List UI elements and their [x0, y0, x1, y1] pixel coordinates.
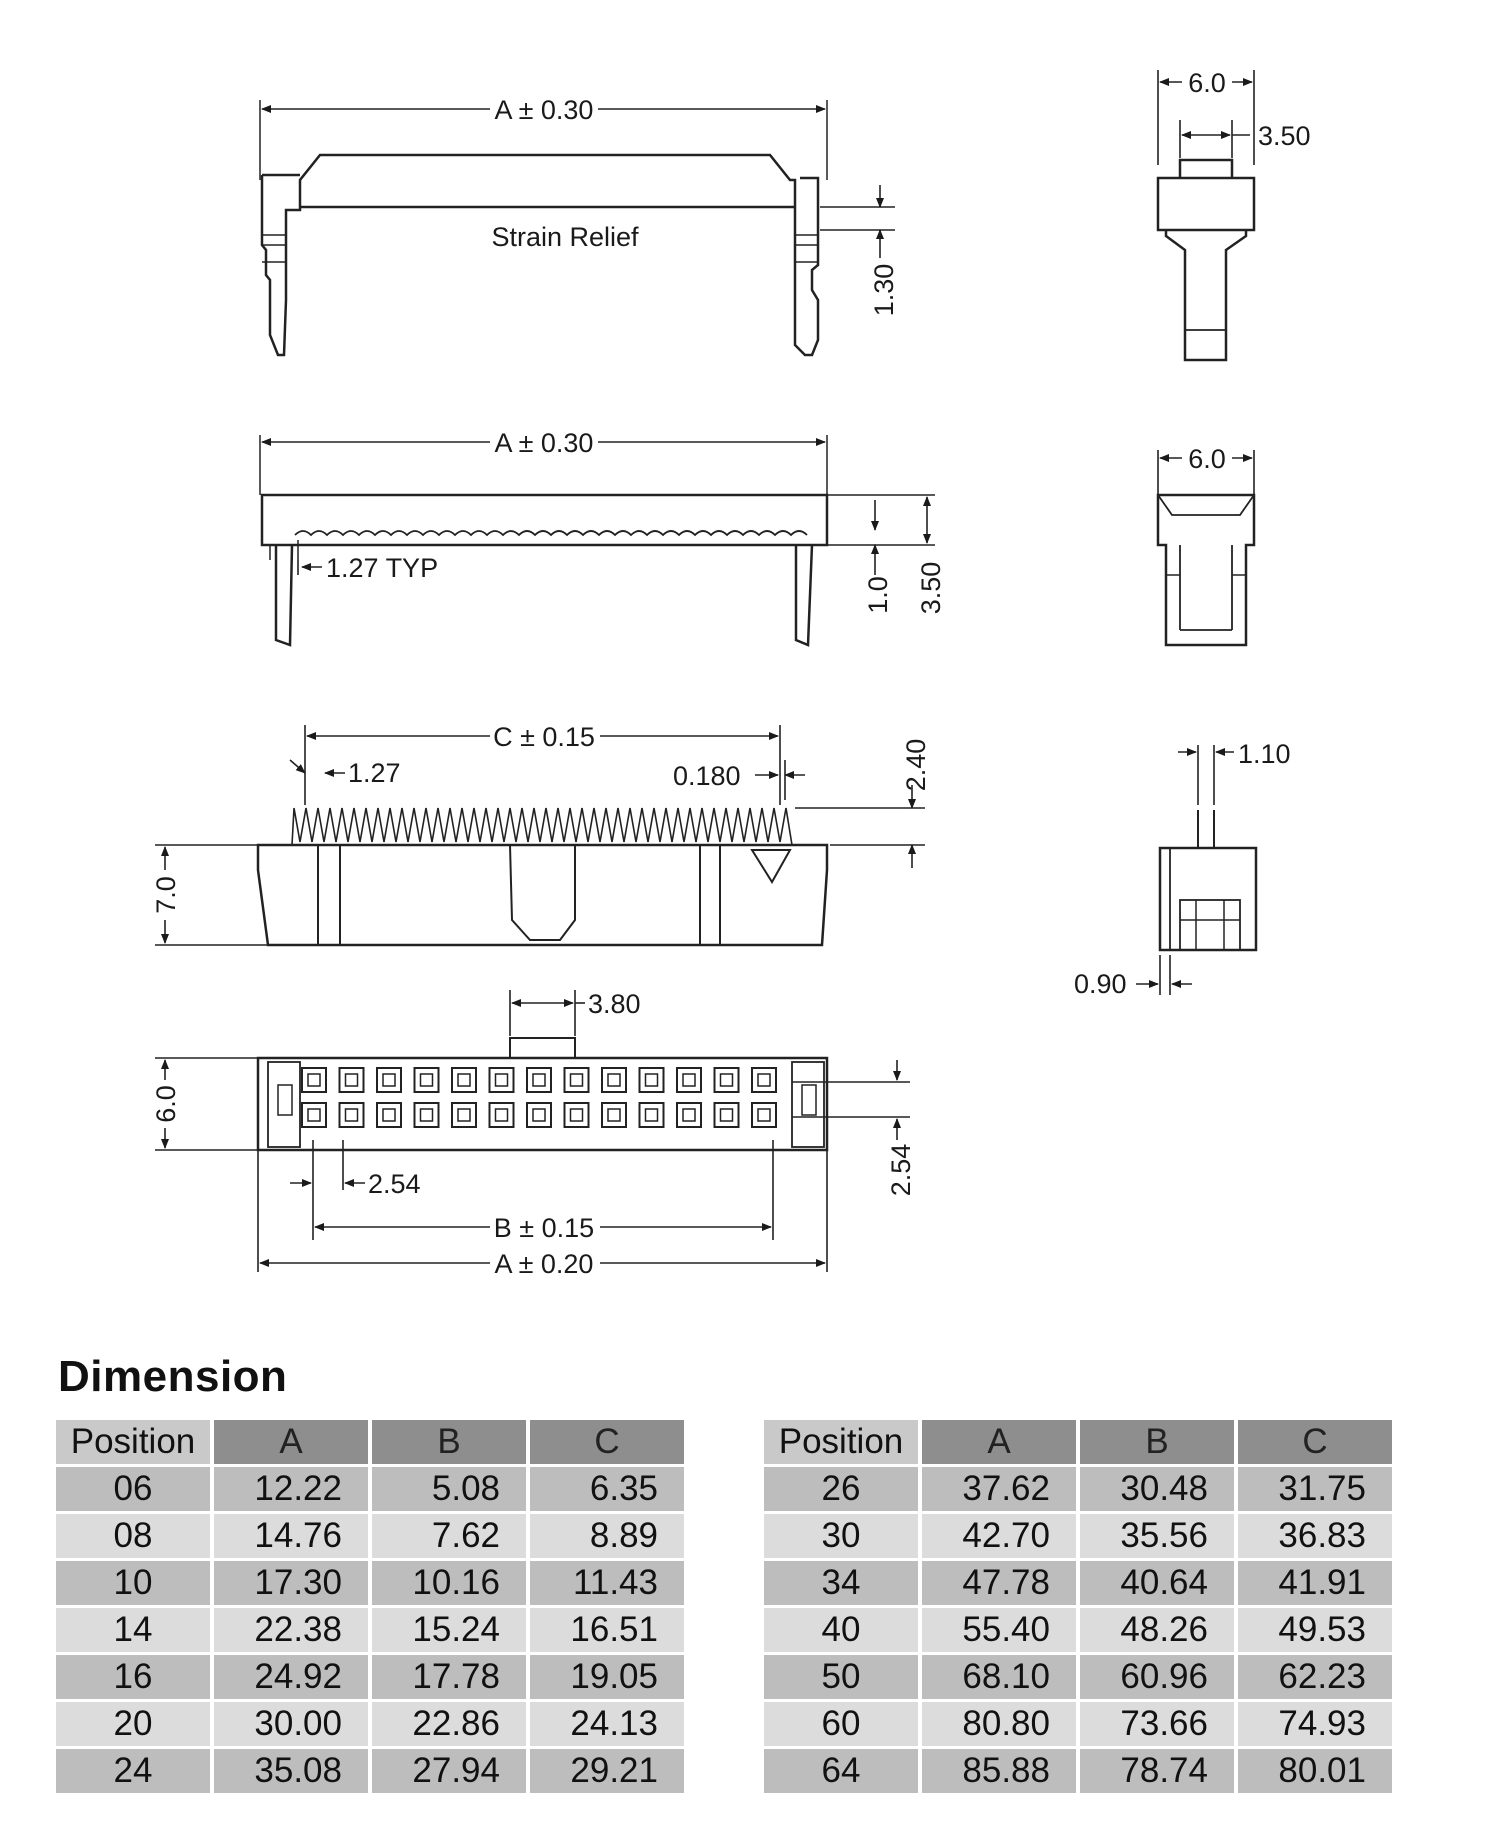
cell-b: 15.24 — [372, 1608, 526, 1652]
pin-hole-inner — [308, 1109, 320, 1121]
dim-label-b015: B ± 0.15 — [493, 1213, 595, 1243]
dim-label-240: 2.40 — [901, 738, 931, 792]
pin-hole — [490, 1103, 514, 1127]
dim-label-350-middle: 3.50 — [916, 561, 946, 615]
table-row — [56, 1608, 684, 1652]
pin-hole — [302, 1103, 326, 1127]
cell-b: 22.86 — [372, 1702, 526, 1746]
table-row — [56, 1561, 684, 1605]
strain-relief-label: Strain Relief — [491, 222, 639, 252]
dim-label-090: 0.90 — [1074, 969, 1127, 999]
dimension-127-pitch — [290, 760, 345, 773]
cell-a: 12.22 — [214, 1467, 368, 1511]
pin-hole-inner — [571, 1109, 583, 1121]
cell-a: 85.88 — [922, 1749, 1076, 1793]
cell-c: 31.75 — [1238, 1467, 1392, 1511]
pin-hole-inner — [721, 1074, 733, 1086]
pin-hole — [602, 1068, 626, 1092]
dim-label-a030-top: A ± 0.30 — [494, 95, 594, 125]
cell-b: 40.64 — [1080, 1561, 1234, 1605]
pin-hole-inner — [758, 1074, 770, 1086]
dimension-title: Dimension — [58, 1352, 288, 1401]
pin-hole-inner — [533, 1074, 545, 1086]
pin-hole-inner — [683, 1074, 695, 1086]
cell-c: 80.01 — [1238, 1749, 1392, 1793]
cell-a: 47.78 — [922, 1561, 1076, 1605]
cell-b: 30.48 — [1080, 1467, 1234, 1511]
cell-position: 20 — [56, 1702, 210, 1746]
cell-c: 74.93 — [1238, 1702, 1392, 1746]
pin-hole-inner — [683, 1109, 695, 1121]
cell-c: 29.21 — [530, 1749, 684, 1793]
pin-hole-inner — [646, 1109, 658, 1121]
cell-a: 14.76 — [214, 1514, 368, 1558]
pin-hole-inner — [533, 1109, 545, 1121]
dimension-table-right — [760, 1417, 1396, 1796]
cell-c: 36.83 — [1238, 1514, 1392, 1558]
dim-label-60-middle: 6.0 — [1188, 444, 1226, 474]
pin-hole — [527, 1103, 551, 1127]
header-c: C — [1238, 1420, 1392, 1464]
dim-label-a020: A ± 0.20 — [494, 1249, 594, 1279]
cell-a: 30.00 — [214, 1702, 368, 1746]
cell-b: 10.16 — [372, 1561, 526, 1605]
dimension-127-typ — [298, 560, 322, 575]
cell-position: 26 — [764, 1467, 918, 1511]
pin-hole — [527, 1068, 551, 1092]
dim-label-60-top: 6.0 — [1188, 68, 1226, 98]
pin-hole — [452, 1103, 476, 1127]
pin-hole — [715, 1103, 739, 1127]
dim-label-0180: 0.180 — [673, 761, 741, 791]
table-row — [764, 1655, 1392, 1699]
cell-position: 10 — [56, 1561, 210, 1605]
dimension-table-left — [52, 1417, 688, 1796]
pin-hole — [377, 1068, 401, 1092]
pin-hole-inner — [346, 1109, 358, 1121]
table-row — [56, 1467, 684, 1511]
header-b: B — [372, 1420, 526, 1464]
cell-b: 17.78 — [372, 1655, 526, 1699]
cell-a: 80.80 — [922, 1702, 1076, 1746]
pin-hole-inner — [646, 1074, 658, 1086]
dim-label-350-top: 3.50 — [1258, 121, 1311, 151]
pin-hole-inner — [758, 1109, 770, 1121]
pin-hole — [377, 1103, 401, 1127]
cell-c: 24.13 — [530, 1702, 684, 1746]
dimension-110 — [1178, 745, 1234, 805]
dim-label-10: 1.0 — [863, 576, 893, 614]
table-row — [764, 1702, 1392, 1746]
table-row — [56, 1702, 684, 1746]
dimension-a-030-top — [262, 95, 825, 125]
cell-a: 55.40 — [922, 1608, 1076, 1652]
dim-label-60-bottom: 6.0 — [151, 1085, 181, 1123]
dimension-380 — [510, 990, 585, 1036]
dim-label-380: 3.80 — [588, 989, 641, 1019]
cell-b: 7.62 — [372, 1514, 526, 1558]
cell-b: 35.56 — [1080, 1514, 1234, 1558]
dimension-254-col-pitch — [290, 1140, 365, 1240]
pin-hole-inner — [458, 1109, 470, 1121]
cell-a: 22.38 — [214, 1608, 368, 1652]
pin-hole-inner — [496, 1074, 508, 1086]
header-c: C — [530, 1420, 684, 1464]
pin-hole — [677, 1103, 701, 1127]
end-view-cover — [1158, 495, 1254, 645]
dim-label-130: 1.30 — [869, 263, 899, 317]
contact-front-view — [258, 808, 827, 945]
cell-position: 16 — [56, 1655, 210, 1699]
pin-hole — [640, 1068, 664, 1092]
pin-hole — [565, 1068, 589, 1092]
dim-label-70: 7.0 — [151, 876, 181, 914]
cell-c: 16.51 — [530, 1608, 684, 1652]
header-position: Position — [56, 1420, 210, 1464]
cell-position: 34 — [764, 1561, 918, 1605]
cell-position: 30 — [764, 1514, 918, 1558]
pin-hole — [302, 1068, 326, 1092]
cover-side-view — [260, 435, 827, 645]
pin-hole — [640, 1103, 664, 1127]
pin-hole — [452, 1068, 476, 1092]
cell-c: 11.43 — [530, 1561, 684, 1605]
pin-hole — [340, 1068, 364, 1092]
dimension-254-row-pitch — [792, 1060, 910, 1140]
pin-hole — [715, 1068, 739, 1092]
dimension-130 — [820, 185, 895, 258]
cell-position: 60 — [764, 1702, 918, 1746]
cell-position: 06 — [56, 1467, 210, 1511]
dimension-090 — [1136, 955, 1192, 995]
header-position: Position — [764, 1420, 918, 1464]
dim-label-254-vertical: 2.54 — [886, 1143, 916, 1197]
pin-hole-inner — [346, 1074, 358, 1086]
pin-hole — [565, 1103, 589, 1127]
cell-a: 42.70 — [922, 1514, 1076, 1558]
cell-position: 64 — [764, 1749, 918, 1793]
table-row — [56, 1514, 684, 1558]
table-row — [764, 1467, 1392, 1511]
cell-b: 27.94 — [372, 1749, 526, 1793]
cell-c: 6.35 — [530, 1467, 684, 1511]
cell-c: 62.23 — [1238, 1655, 1392, 1699]
header-b: B — [1080, 1420, 1234, 1464]
cell-position: 24 — [56, 1749, 210, 1793]
pin-hole — [677, 1068, 701, 1092]
pin-hole-inner — [308, 1074, 320, 1086]
cell-a: 24.92 — [214, 1655, 368, 1699]
cell-a: 35.08 — [214, 1749, 368, 1793]
pin-hole — [602, 1103, 626, 1127]
pin-hole-inner — [608, 1074, 620, 1086]
pin-hole-inner — [608, 1109, 620, 1121]
pin-hole — [752, 1068, 776, 1092]
cell-c: 49.53 — [1238, 1608, 1392, 1652]
cell-position: 50 — [764, 1655, 918, 1699]
pin-hole-inner — [458, 1074, 470, 1086]
dim-label-a030-middle: A ± 0.30 — [494, 428, 594, 458]
pin-hole-inner — [383, 1109, 395, 1121]
cell-position: 08 — [56, 1514, 210, 1558]
cell-position: 40 — [764, 1608, 918, 1652]
table-header-row — [764, 1420, 1392, 1464]
table-header-row — [56, 1420, 684, 1464]
table-row — [56, 1749, 684, 1793]
top-view-pin-holes — [258, 1038, 827, 1150]
pin-hole-inner — [383, 1074, 395, 1086]
cell-a: 68.10 — [922, 1655, 1076, 1699]
pin-hole-inner — [421, 1109, 433, 1121]
pin-hole — [415, 1103, 439, 1127]
header-a: A — [214, 1420, 368, 1464]
pin-hole-inner — [421, 1074, 433, 1086]
table-row — [764, 1514, 1392, 1558]
cell-b: 60.96 — [1080, 1655, 1234, 1699]
cell-b: 73.66 — [1080, 1702, 1234, 1746]
cell-c: 19.05 — [530, 1655, 684, 1699]
dimension-a-030-middle — [262, 428, 825, 458]
cell-c: 8.89 — [530, 1514, 684, 1558]
cell-c: 41.91 — [1238, 1561, 1392, 1605]
dimension-350-top — [1180, 120, 1250, 158]
cell-b: 5.08 — [372, 1467, 526, 1511]
pin-hole — [340, 1103, 364, 1127]
table-row — [764, 1608, 1392, 1652]
pin-hole — [490, 1068, 514, 1092]
dim-label-c015: C ± 0.15 — [493, 722, 595, 752]
cell-b: 78.74 — [1080, 1749, 1234, 1793]
dim-label-127-typ: 1.27 TYP — [326, 553, 439, 583]
cell-position: 14 — [56, 1608, 210, 1652]
dimension-240 — [795, 785, 925, 868]
table-row — [764, 1561, 1392, 1605]
dim-label-254-horizontal: 2.54 — [368, 1169, 421, 1199]
header-a: A — [922, 1420, 1076, 1464]
pin-hole — [415, 1068, 439, 1092]
table-row — [764, 1749, 1392, 1793]
cell-b: 48.26 — [1080, 1608, 1234, 1652]
dim-label-127: 1.27 — [348, 758, 401, 788]
end-view-contact — [1160, 810, 1256, 950]
cell-a: 17.30 — [214, 1561, 368, 1605]
end-view-strain-relief — [1158, 160, 1254, 360]
pin-hole-inner — [571, 1074, 583, 1086]
pin-hole — [752, 1103, 776, 1127]
pin-hole-inner — [496, 1109, 508, 1121]
pin-hole-inner — [721, 1109, 733, 1121]
cell-a: 37.62 — [922, 1467, 1076, 1511]
dim-label-110: 1.10 — [1238, 739, 1291, 769]
table-row — [56, 1655, 684, 1699]
